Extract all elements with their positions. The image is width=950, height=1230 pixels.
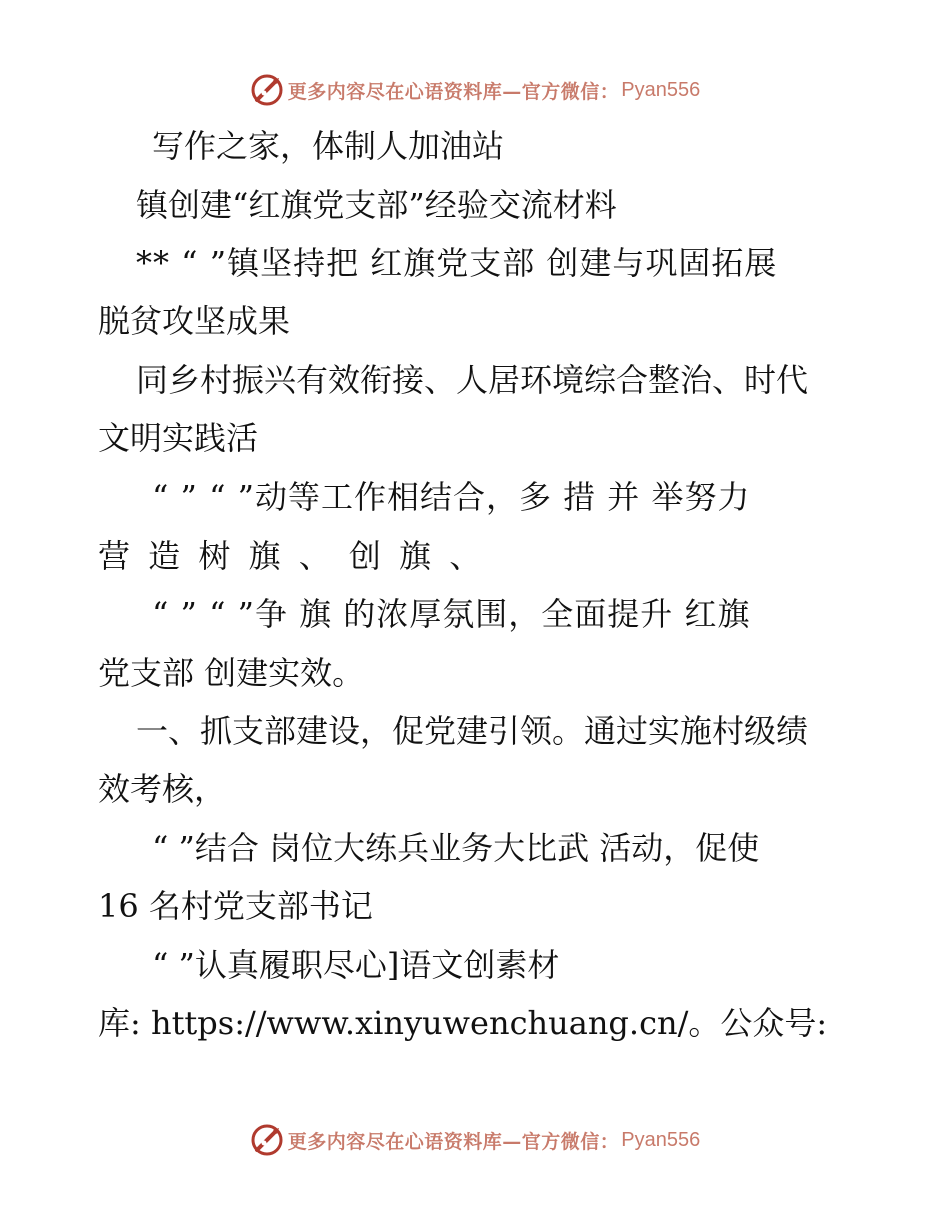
body-line: 库: https://www.xinyuwenchuang.cn/。公众号: (98, 1004, 828, 1042)
body-line: “ ”结合 岗位大练兵业务大比武 活动，促使 (152, 829, 760, 867)
body-line: 脱贫攻坚成果 (98, 302, 291, 340)
body-line: 写作之家，体制人加油站 (152, 127, 505, 165)
banner-wechat-id: Pyan556 (621, 78, 701, 101)
document-title: 镇创建“红旗党支部”经验交流材料 (136, 186, 617, 224)
banner-wechat-id: Pyan556 (621, 1128, 701, 1151)
body-line: “ ”认真履职尽心]语文创素材 (152, 946, 560, 984)
header-banner (0, 70, 950, 110)
body-line: 效考核， (98, 770, 227, 808)
banner-text: 更多内容尽在心语资料库—官方微信： (287, 1130, 620, 1153)
body-line: 文明实践活 (98, 419, 259, 457)
body-line: 同乡村振兴有效衔接、人居环境综合整治、时代 (136, 361, 809, 399)
body-line: “ ” “ ”争 旗 的浓厚氛围，全面提升 红旗 (152, 595, 751, 633)
section-heading: 一、抓支部建设，促党建引领。通过实施村级绩 (136, 712, 809, 750)
footer-banner (0, 1120, 950, 1160)
body-line: 党支部 创建实效。 (98, 654, 365, 692)
banner-text: 更多内容尽在心语资料库—官方微信： (287, 80, 620, 103)
body-line: “ ” “ ”动等工作相结合，多 措 并 举努力 (152, 478, 751, 516)
pen-logo-icon (250, 73, 284, 107)
body-line: 营 造 树 旗 、 创 旗 、 (98, 537, 486, 575)
body-line: ** “ ”镇坚持把 红旗党支部 创建与巩固拓展 (136, 244, 778, 282)
pen-logo-icon (250, 1123, 284, 1157)
body-line: 16 名村党支部书记 (98, 887, 373, 925)
